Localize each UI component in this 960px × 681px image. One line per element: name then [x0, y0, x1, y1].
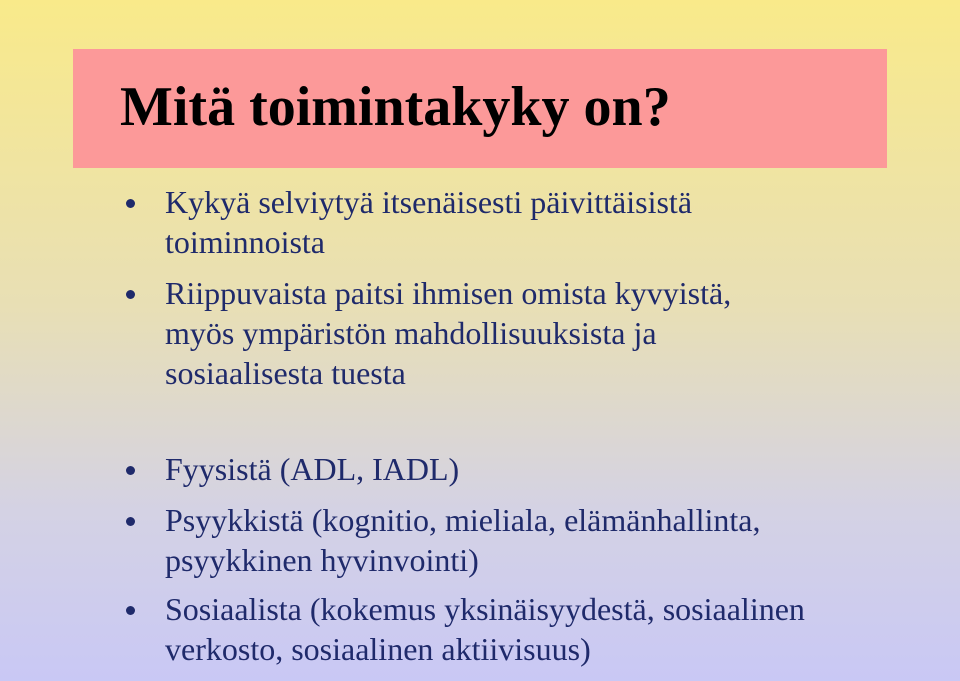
bullet-line: toiminnoista [165, 224, 325, 260]
bullet-item [120, 500, 940, 580]
bullet-line: Psyykkistä (kognitio, mieliala, elämänhallinta, [165, 502, 761, 538]
bullet-line: psyykkinen hyvinvointi) [165, 542, 479, 578]
slide-title: Mitä toimintakyky on? [120, 76, 671, 138]
bullet-line: Fyysistä (ADL, IADL) [165, 451, 460, 487]
bullet-line: verkosto, sosiaalinen aktiivisuus) [165, 631, 591, 667]
bullet-line: Kykyä selviytyä itsenäisesti päivittäisistä [165, 184, 693, 220]
bullet-line: Sosiaalista (kokemus yksinäisyydestä, sosiaalinen [165, 591, 805, 627]
bullet-item [120, 589, 940, 669]
bullet-icon [126, 290, 135, 299]
bullet-item [120, 182, 940, 262]
bullet-icon [126, 199, 135, 208]
bullet-item [120, 273, 940, 393]
bullet-icon [126, 466, 135, 475]
bullet-line: sosiaalisesta tuesta [165, 355, 406, 391]
bullet-icon [126, 606, 135, 615]
bullet-line: Riippuvaista paitsi ihmisen omista kyvyistä, [165, 275, 732, 311]
bullet-icon [126, 517, 135, 526]
bullet-line: myös ympäristön mahdollisuuksista ja [165, 315, 657, 351]
bullet-item [120, 449, 940, 489]
